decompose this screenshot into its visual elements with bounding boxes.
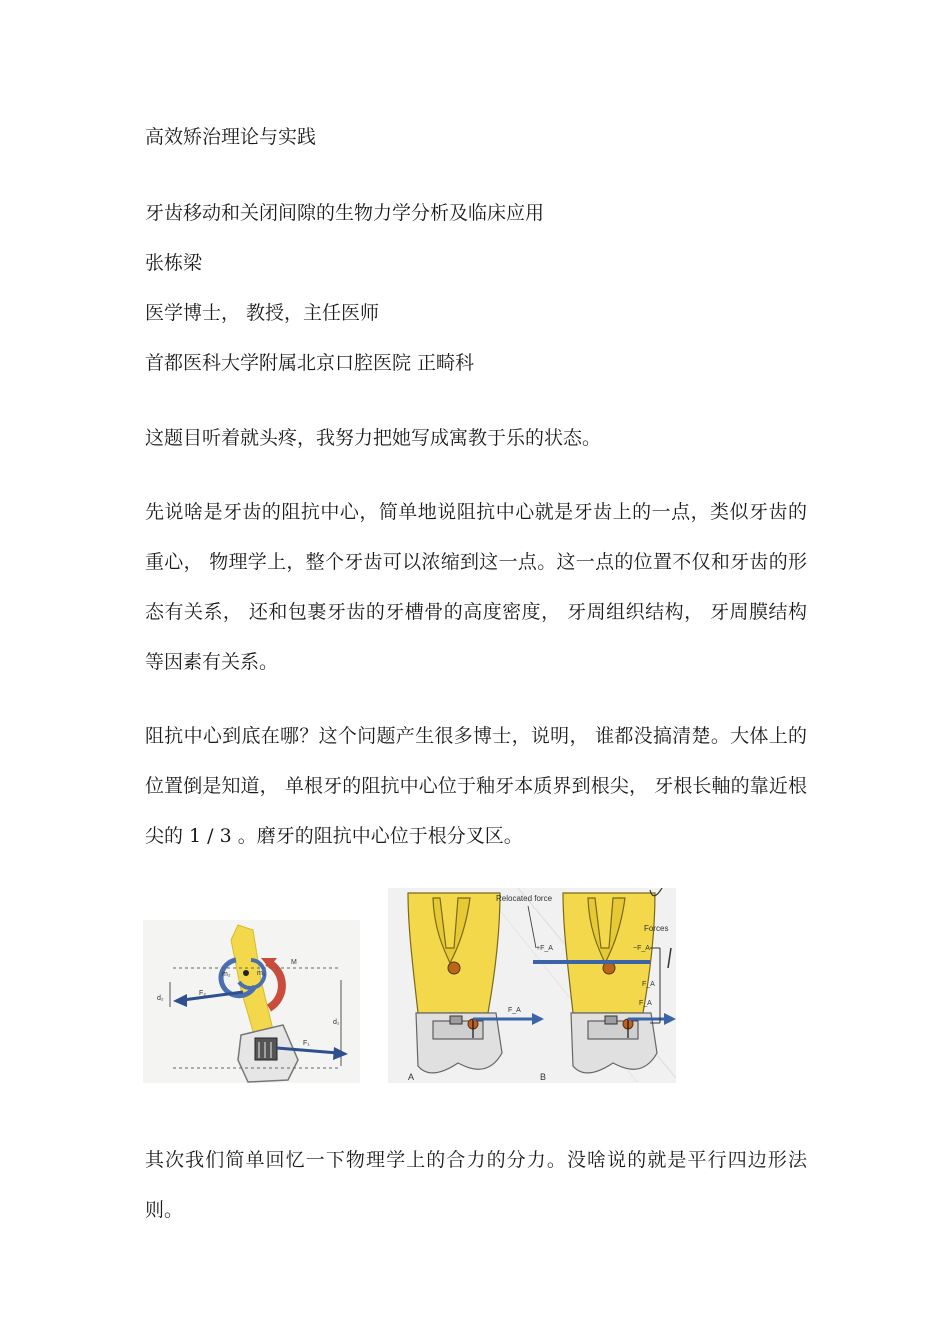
figure-tooth-moment	[143, 920, 360, 1083]
label-f2: F₂	[199, 990, 206, 997]
intro-paragraph: 这题目听着就头疼，我努力把她写成寓教于乐的状态。	[145, 427, 602, 449]
label-fa-panel-b: F_A	[639, 1000, 652, 1007]
label-fa-right: F_A	[642, 981, 655, 988]
paragraph-center-of-resistance: 先说啥是牙齿的阻抗中心，简单地说阻抗中心就是牙齿上的一点，类似牙齿的重心， 物理学上，整个牙齿可以浓缩到这一点。这一点的位置不仅和牙齿的形态有关系， 还和包裹牙齿的牙槽骨的高度密度， 牙周组织结构， 牙周膜结构等因素有关系。	[145, 501, 807, 673]
label-d1: d₁	[333, 1019, 340, 1026]
label-minus-fa: −F_A	[633, 945, 650, 952]
doc-subtitle: 牙齿移动和关闭间隙的生物力学分析及临床应用	[145, 202, 545, 224]
label-f1: F₁	[303, 1040, 310, 1047]
author-degree: 医学博士， 教授，主任医师	[145, 302, 380, 324]
figure-molar-relocated-force	[388, 888, 676, 1083]
paragraph-location: 阻抗中心到底在哪？这个问题产生很多博士，说明， 谁都没搞清楚。大体上的位置倒是知道， 单根牙的阻抗中心位于釉牙本质界到根尖， 牙根长軸的靠近根尖的 1 / 3 。磨牙的阻抗中心位于根分叉区。	[145, 725, 807, 847]
paragraph-parallelogram: 其次我们简单回忆一下物理学上的合力的分力。没啥说的就是平行四边形法则。	[145, 1149, 807, 1221]
label-plus-fa: +F_A	[536, 945, 553, 952]
label-m1: m₁	[257, 970, 266, 977]
label-d2: d₂	[157, 995, 164, 1002]
label-forces: Forces	[644, 924, 669, 933]
label-panel-a: A	[408, 1072, 415, 1082]
label-relocated-force: Relocated force	[496, 894, 553, 903]
author-name: 张栋梁	[145, 252, 203, 274]
label-panel-b: B	[540, 1072, 547, 1082]
label-fa-panel-a: F_A	[508, 1007, 521, 1014]
label-m2: m₂	[222, 971, 231, 978]
author-affiliation: 首都医科大学附属北京口腔医院 正畸科	[145, 352, 475, 374]
doc-title: 高效矫治理论与实践	[145, 126, 317, 148]
label-M: M	[291, 959, 297, 966]
